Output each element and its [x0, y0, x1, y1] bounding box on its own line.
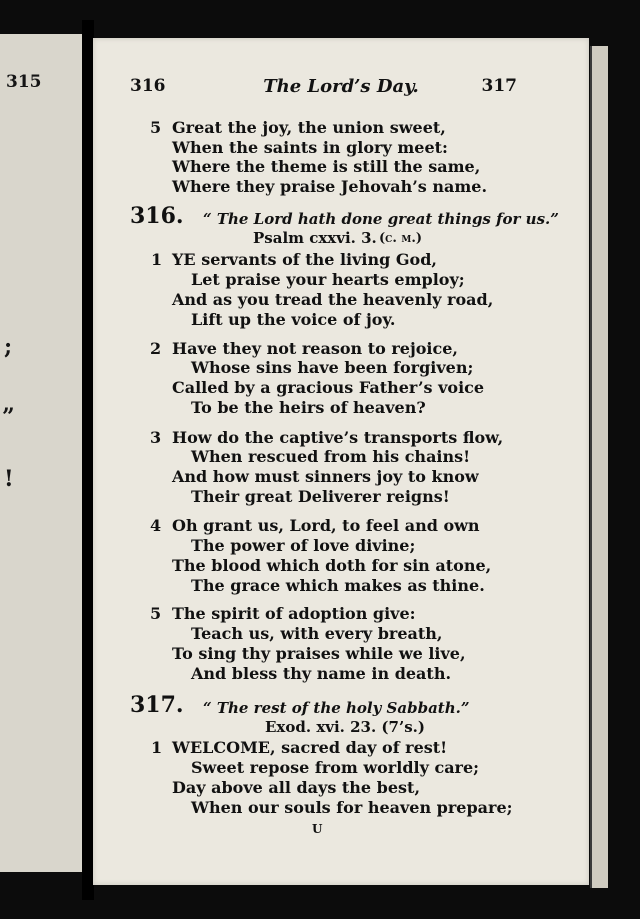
- verse-line: Sweet repose from worldly care;: [191, 758, 480, 777]
- verse-number: 1: [151, 738, 163, 757]
- hymn-number: 316.: [130, 203, 184, 229]
- verse-line: Their great Deliverer reigns!: [191, 487, 450, 506]
- verse-line: The blood which doth for sin atone,: [172, 556, 492, 575]
- verse-line: Oh grant us, Lord, to feel and own: [172, 516, 480, 535]
- verse-line: The power of love divine;: [191, 536, 416, 555]
- scripture-reference: Exod. xvi. 23. (7’s.): [265, 718, 425, 736]
- verse-line: Lift up the voice of joy.: [191, 310, 396, 329]
- hymn-subtitle: “ The rest of the holy Sabbath.”: [203, 699, 470, 717]
- verse-number: 5: [150, 604, 162, 623]
- verse-line: To be the heirs of heaven?: [191, 398, 426, 417]
- verse-line: Have they not reason to rejoice,: [172, 339, 458, 358]
- verse-line: And how must sinners joy to know: [172, 467, 479, 486]
- meter-label: (c. m.): [379, 231, 423, 246]
- verse-number: 5: [150, 118, 162, 137]
- page-number: 316: [130, 76, 166, 96]
- verse-number: 1: [151, 250, 163, 269]
- verse-line: Day above all days the best,: [172, 778, 421, 797]
- left-page: [0, 34, 85, 872]
- verse-line: When the saints in glory meet:: [172, 138, 448, 157]
- verse-number: 4: [150, 516, 162, 535]
- verse-line: Where the theme is still the same,: [172, 157, 481, 176]
- signature-mark: U: [312, 822, 323, 836]
- verse-line: Where they praise Jehovah’s name.: [172, 177, 488, 196]
- left-page-mark: ;: [4, 334, 13, 360]
- verse-line: To sing thy praises while we live,: [172, 644, 466, 663]
- verse-line: When our souls for heaven prepare;: [191, 798, 513, 817]
- verse-line: And as you tread the heavenly road,: [172, 290, 494, 309]
- verse-line: And bless thy name in death.: [191, 664, 452, 683]
- hymn-subtitle: “ The Lord hath done great things for us.”: [203, 210, 559, 228]
- verse-number: 3: [150, 428, 162, 447]
- verse-line: Let praise your hearts employ;: [191, 270, 465, 289]
- left-page-mark: !: [4, 466, 14, 492]
- verse-line: YE servants of the living God,: [172, 250, 437, 269]
- left-page-number: 315: [6, 72, 42, 92]
- verse-line: Great the joy, the union sweet,: [172, 118, 446, 137]
- verse-line: Teach us, with every breath,: [191, 624, 443, 643]
- verse-number: 2: [150, 339, 162, 358]
- verse-line: When rescued from his chains!: [191, 447, 471, 466]
- verse-line: Called by a gracious Father’s voice: [172, 378, 485, 397]
- hymn-number: 317.: [130, 692, 184, 718]
- left-page-mark: ”: [2, 404, 15, 430]
- verse-line: The spirit of adoption give:: [172, 604, 416, 623]
- scripture-reference: Psalm cxxvi. 3.: [253, 229, 377, 247]
- page-edge: [590, 46, 608, 888]
- verse-line: How do the captive’s transports flow,: [172, 428, 504, 447]
- header-hymn-number: 317: [481, 76, 517, 96]
- verse-line: Whose sins have been forgiven;: [191, 358, 474, 377]
- page-title: The Lord’s Day.: [263, 76, 419, 97]
- right-page: [93, 38, 589, 885]
- verse-line: The grace which makes as thine.: [191, 576, 485, 595]
- verse-line: WELCOME, sacred day of rest!: [172, 738, 448, 757]
